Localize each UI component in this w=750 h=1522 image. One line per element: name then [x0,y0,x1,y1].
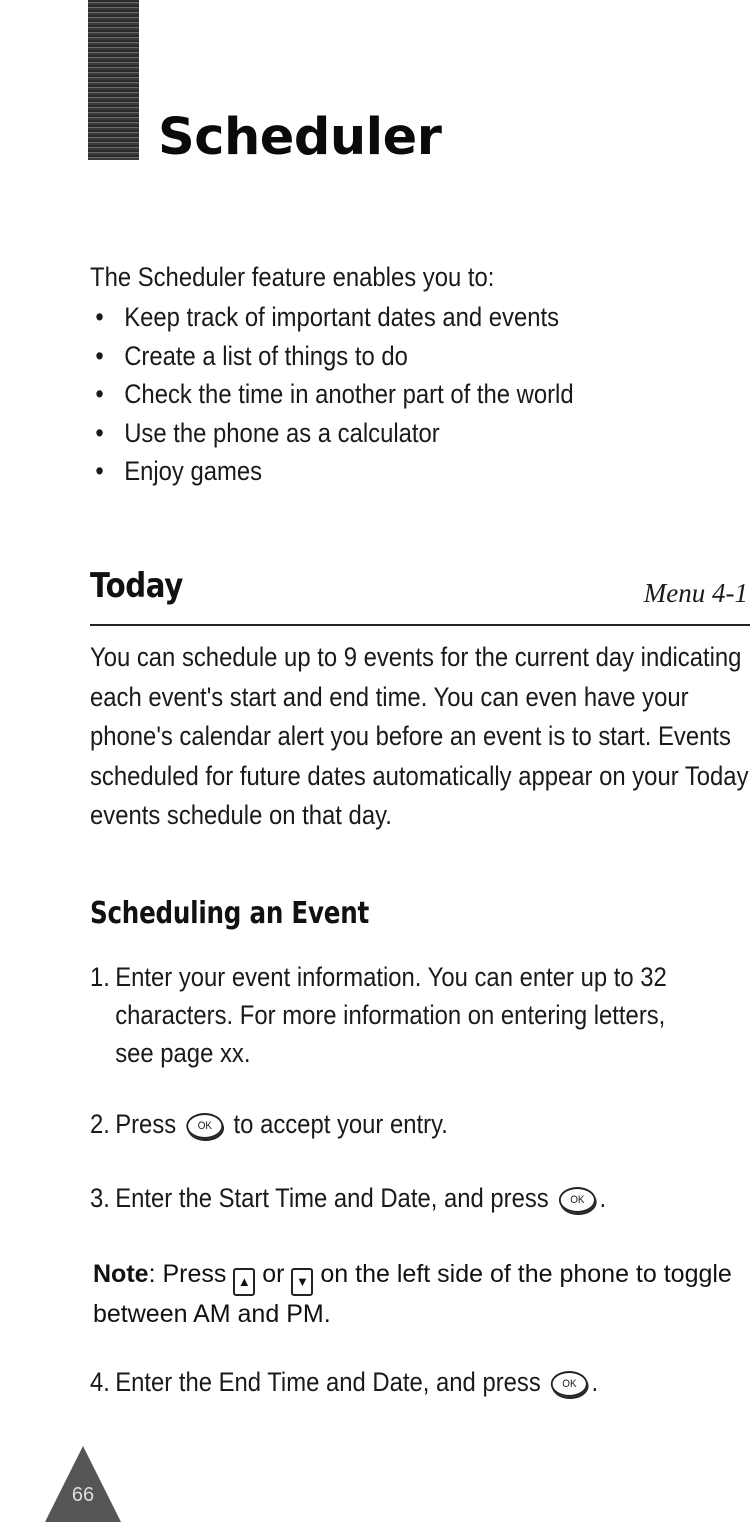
section-divider [90,624,750,626]
menu-reference: Menu 4-1 [643,578,748,608]
note-label: Note [93,1260,149,1288]
step-2: 2. Press OK to accept your entry. [90,1109,448,1139]
list-item: • Use the phone as a calculator [90,414,675,453]
intro-lead: The Scheduler feature enables you to: [90,262,495,292]
feature-list [90,298,675,491]
list-item: • Check the time in another part of the world [90,375,675,414]
chapter-title: Scheduler [158,108,442,167]
bullet-icon: • [95,340,104,371]
bullet-icon: • [95,302,104,332]
side-key-up-icon: ▲ [233,1268,255,1296]
list-item: • Enjoy games [90,452,675,491]
step-1: 1. Enter your event information. You can enter up to 32 characters. For more information on entering letters, see page xx. [90,962,667,1068]
ok-key-icon: OK [186,1113,223,1139]
side-key-down-icon: ▼ [291,1268,313,1296]
step-3: 3. Enter the Start Time and Date, and press OK . [90,1183,607,1213]
ok-key-icon: OK [551,1371,588,1397]
page-number: 66 [71,1484,95,1506]
list-item: • Create a list of things to do [90,337,675,376]
ok-key-icon: OK [559,1187,596,1213]
note-box: Note: Press ▲ or ▼ on the left side of the phone to toggle between AM and PM. [93,1260,732,1328]
step-4: 4. Enter the End Time and Date, and press OK . [90,1367,599,1397]
list-item: • Keep track of important dates and events [90,298,675,337]
section-paragraph: You can schedule up to 9 events for the current day indicating each event's start and end time. You can even have your phone's calendar alert you before an event is to start. Events scheduled for future dates automatically appear on your Today events schedule on that day. [90,642,749,830]
bullet-icon: • [95,379,104,409]
subsection-title: Scheduling an Event [90,896,369,931]
section-title: Today [90,566,183,606]
chapter-tab-block [88,0,139,160]
bullet-icon: • [95,456,104,486]
bullet-icon: • [95,417,104,448]
